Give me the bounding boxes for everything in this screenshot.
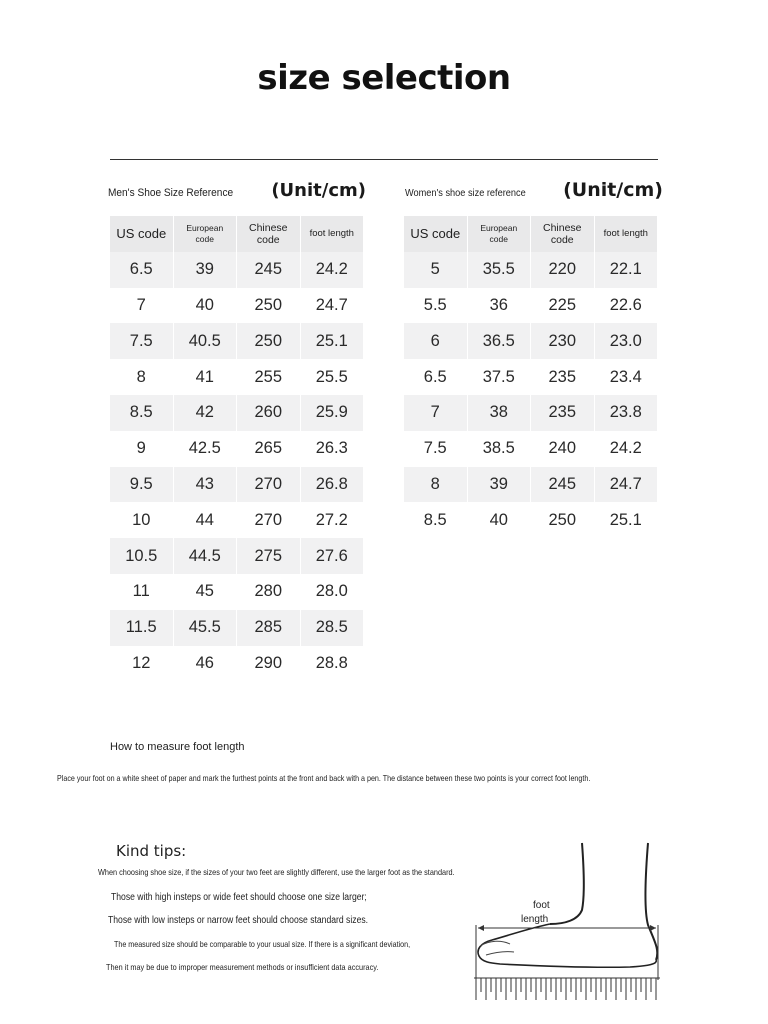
table-cell: 11 xyxy=(110,574,174,610)
table-cell: 10 xyxy=(110,502,174,538)
tip-line-5: Then it may be due to improper measurement methods or insufficient data accuracy. xyxy=(106,962,379,972)
table-cell: 24.7 xyxy=(301,288,365,324)
table-cell: 225 xyxy=(531,288,595,324)
table-cell: 5 xyxy=(404,252,468,288)
table-cell: 9.5 xyxy=(110,467,174,503)
title-divider xyxy=(110,159,658,160)
table-cell: 36.5 xyxy=(468,323,532,359)
table-cell: 28.0 xyxy=(301,574,365,610)
header-european-code: European code xyxy=(174,216,238,252)
tip-line-1: When choosing shoe size, if the sizes of your two feet are slightly different, use the larger foot as the standard. xyxy=(98,867,455,877)
foot-illustration xyxy=(470,840,670,1005)
mens-table-name: Men's Shoe Size Reference xyxy=(108,187,234,199)
table-cell: 42 xyxy=(174,395,238,431)
table-cell: 36 xyxy=(468,288,532,324)
header-chinese-code: Chinese code xyxy=(237,216,301,252)
table-cell: 275 xyxy=(237,538,301,574)
table-cell: 28.5 xyxy=(301,610,365,646)
table-cell: 245 xyxy=(237,252,301,288)
page-title: size selection xyxy=(257,58,511,98)
table-cell: 250 xyxy=(531,502,595,538)
table-row xyxy=(404,323,658,359)
table-cell: 12 xyxy=(110,646,174,682)
header-foot-length: foot length xyxy=(301,216,365,252)
kind-tips-title: Kind tips: xyxy=(116,842,187,860)
table-row xyxy=(110,395,364,431)
foot-outline xyxy=(478,924,656,967)
table-cell: 260 xyxy=(237,395,301,431)
table-cell: 255 xyxy=(237,359,301,395)
womens-table-unit: (Unit/cm) xyxy=(563,179,663,201)
ruler-ticks xyxy=(476,978,656,1000)
table-cell: 23.0 xyxy=(595,323,659,359)
table-cell: 285 xyxy=(237,610,301,646)
table-row xyxy=(404,431,658,467)
table-cell: 40.5 xyxy=(174,323,238,359)
table-cell: 40 xyxy=(468,502,532,538)
table-cell: 45 xyxy=(174,574,238,610)
table-cell: 265 xyxy=(237,431,301,467)
table-cell: 28.8 xyxy=(301,646,365,682)
table-cell: 27.6 xyxy=(301,538,365,574)
table-cell: 270 xyxy=(237,502,301,538)
table-cell: 280 xyxy=(237,574,301,610)
table-row xyxy=(110,610,364,646)
mens-table-unit: (Unit/cm) xyxy=(271,180,366,201)
table-cell: 42.5 xyxy=(174,431,238,467)
table-row xyxy=(110,431,364,467)
table-cell: 7 xyxy=(110,288,174,324)
mens-size-table xyxy=(110,216,364,681)
table-cell: 46 xyxy=(174,646,238,682)
table-cell: 22.6 xyxy=(595,288,659,324)
table-row xyxy=(110,323,364,359)
table-cell: 11.5 xyxy=(110,610,174,646)
table-cell: 26.8 xyxy=(301,467,365,503)
foot-label-line-2: length xyxy=(521,914,549,925)
table-row xyxy=(404,288,658,324)
table-cell: 235 xyxy=(531,395,595,431)
womens-table-heading xyxy=(405,179,663,201)
table-cell: 39 xyxy=(174,252,238,288)
table-cell: 250 xyxy=(237,323,301,359)
womens-table-body xyxy=(404,252,658,538)
table-cell: 10.5 xyxy=(110,538,174,574)
measure-heading: How to measure foot length xyxy=(110,741,245,753)
table-cell: 8 xyxy=(404,467,468,503)
table-cell: 44 xyxy=(174,502,238,538)
table-row xyxy=(110,646,364,682)
foot-label-line-1: foot xyxy=(533,900,550,911)
table-row xyxy=(404,252,658,288)
table-cell: 6.5 xyxy=(404,359,468,395)
table-cell: 37.5 xyxy=(468,359,532,395)
table-cell: 25.9 xyxy=(301,395,365,431)
table-cell: 7 xyxy=(404,395,468,431)
table-cell: 41 xyxy=(174,359,238,395)
table-row xyxy=(404,467,658,503)
table-cell: 250 xyxy=(237,288,301,324)
table-cell: 220 xyxy=(531,252,595,288)
table-row xyxy=(110,359,364,395)
table-cell: 235 xyxy=(531,359,595,395)
table-cell: 290 xyxy=(237,646,301,682)
arrow-right-icon xyxy=(650,925,656,931)
table-row xyxy=(110,288,364,324)
tip-line-4: The measured size should be comparable to your usual size. If there is a significant deviation, xyxy=(114,939,411,949)
table-cell: 8.5 xyxy=(404,502,468,538)
leg-front-outline xyxy=(550,843,584,924)
mens-table-body xyxy=(110,252,364,682)
table-cell: 9 xyxy=(110,431,174,467)
table-cell: 22.1 xyxy=(595,252,659,288)
table-cell: 270 xyxy=(237,467,301,503)
foot-measurement-diagram xyxy=(470,840,670,1005)
table-cell: 27.2 xyxy=(301,502,365,538)
table-cell: 6.5 xyxy=(110,252,174,288)
table-cell: 8.5 xyxy=(110,395,174,431)
table-cell: 40 xyxy=(174,288,238,324)
table-cell: 26.3 xyxy=(301,431,365,467)
table-row xyxy=(110,538,364,574)
table-cell: 25.1 xyxy=(595,502,659,538)
table-cell: 45.5 xyxy=(174,610,238,646)
table-cell: 38.5 xyxy=(468,431,532,467)
table-cell: 230 xyxy=(531,323,595,359)
table-cell: 240 xyxy=(531,431,595,467)
table-cell: 39 xyxy=(468,467,532,503)
table-cell: 8 xyxy=(110,359,174,395)
table-row xyxy=(404,395,658,431)
header-foot-length: foot length xyxy=(595,216,659,252)
table-cell: 43 xyxy=(174,467,238,503)
womens-table-name: Women's shoe size reference xyxy=(405,188,526,199)
table-row xyxy=(110,252,364,288)
table-cell: 44.5 xyxy=(174,538,238,574)
table-cell: 6 xyxy=(404,323,468,359)
table-cell: 38 xyxy=(468,395,532,431)
table-row xyxy=(110,502,364,538)
header-us-code: US code xyxy=(404,216,468,252)
table-cell: 7.5 xyxy=(404,431,468,467)
tip-line-2: Those with high insteps or wide feet should choose one size larger; xyxy=(111,892,367,903)
tip-line-3: Those with low insteps or narrow feet should choose standard sizes. xyxy=(108,915,369,926)
table-header-row xyxy=(110,216,364,252)
table-cell: 7.5 xyxy=(110,323,174,359)
table-row xyxy=(404,359,658,395)
leg-back-outline xyxy=(645,843,657,960)
table-cell: 25.1 xyxy=(301,323,365,359)
table-cell: 35.5 xyxy=(468,252,532,288)
mens-table-heading xyxy=(108,180,366,201)
table-header-row xyxy=(404,216,658,252)
table-row xyxy=(404,502,658,538)
table-cell: 5.5 xyxy=(404,288,468,324)
table-cell: 25.5 xyxy=(301,359,365,395)
table-cell: 24.7 xyxy=(595,467,659,503)
table-cell: 24.2 xyxy=(595,431,659,467)
womens-size-table xyxy=(404,216,658,538)
table-row xyxy=(110,574,364,610)
table-cell: 23.4 xyxy=(595,359,659,395)
table-cell: 245 xyxy=(531,467,595,503)
header-us-code: US code xyxy=(110,216,174,252)
table-cell: 23.8 xyxy=(595,395,659,431)
measure-instructions: Place your foot on a white sheet of paper and mark the furthest points at the front and back with a pen. The distance between these two points is your correct foot length. xyxy=(57,773,591,783)
toe-lines xyxy=(480,941,510,946)
header-chinese-code: Chinese code xyxy=(531,216,595,252)
header-european-code: European code xyxy=(468,216,532,252)
table-row xyxy=(110,467,364,503)
table-cell: 24.2 xyxy=(301,252,365,288)
arrow-left-icon xyxy=(478,925,484,931)
